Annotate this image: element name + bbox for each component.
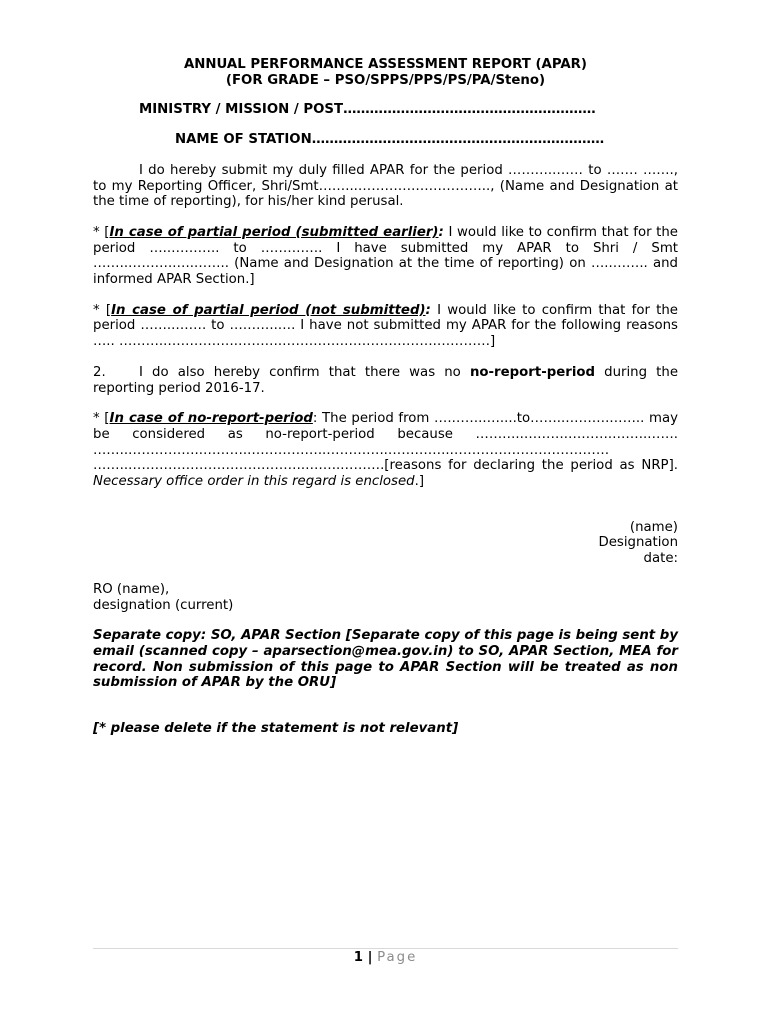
no-report-period-paragraph <box>93 411 678 490</box>
title-line-1: ANNUAL PERFORMANCE ASSESSMENT REPORT (APAR) <box>184 57 587 72</box>
office-order-note: Necessary office order in this regard is enclosed <box>93 474 415 490</box>
partial-not-submitted-heading: In case of partial period (not submitted) <box>111 302 426 318</box>
ro-name: RO (name), <box>93 581 170 597</box>
page-footer <box>93 948 678 965</box>
heading-colon: : <box>425 302 431 318</box>
signature-name: (name) <box>629 519 678 535</box>
submission-paragraph: I do hereby submit my duly filled APAR for the period ………..…… to ……. ……., to my Reporting Officer, Shri/Smt……...………….…………….., (Name and Designation at the time of reporting), for his/her kind perusal. <box>93 162 678 210</box>
page-number: 1 <box>353 950 363 965</box>
document-title <box>93 57 678 88</box>
paragraph-number: 2. <box>93 364 106 380</box>
signature-designation: Designation <box>598 535 678 551</box>
confirmation-text-before: I do also hereby confirm that there was no <box>139 364 470 380</box>
signature-date: date: <box>643 551 678 567</box>
title-line-2: (FOR GRADE – PSO/SPPS/PPS/PS/PA/Steno) <box>225 72 546 88</box>
footer-separator: | <box>362 950 378 965</box>
bracket-prefix: * [ <box>93 302 112 318</box>
document-body <box>93 57 678 737</box>
confirmation-text-after: during the reporting period 2016-17. <box>93 364 679 396</box>
station-field: NAME OF STATION………………………………………………………… <box>175 132 605 148</box>
no-report-period-term: no-report-period <box>469 364 596 380</box>
page-label: Page <box>377 950 418 965</box>
signature-block <box>93 520 678 567</box>
closing-bracket: .] <box>414 474 425 490</box>
no-report-period-text: : The period from ….……..…....to……..……….…….. may be considered as no-report-period because ………..……….……….……..……. ……..……………..………..……………..…………..…………..……………………………… ……..………………………………….……..……….[reasons for declaring the period as NRP]. <box>93 411 678 474</box>
no-report-period-heading: In case of no-report-period <box>109 411 313 427</box>
no-report-confirmation-paragraph <box>93 365 678 396</box>
ro-designation: designation (current) <box>93 597 234 613</box>
partial-submitted-paragraph <box>93 225 678 288</box>
heading-colon: : <box>438 224 444 240</box>
partial-not-submitted-paragraph <box>93 303 678 350</box>
reporting-officer-block <box>93 582 678 613</box>
separate-copy-note: Separate copy: SO, APAR Section [Separate copy of this page is being sent by email (scanned copy – aparsection@mea.gov.in) to SO, APAR Section, MEA for record. Non submission of this page to APAR Section will be treated as non submission of APAR by the ORU] <box>93 628 678 691</box>
bracket-prefix: * [ <box>93 224 110 240</box>
partial-submitted-heading: In case of partial period (submitted earlier) <box>109 224 439 240</box>
bracket-prefix: * [ <box>93 411 110 427</box>
ministry-field: MINISTRY / MISSION / POST………………………………………………… <box>139 102 596 118</box>
partial-submitted-text: I would like to confirm that for the period …..……….. to ……….…. I have submitted my APAR to Shri / Smt ……..……….…..…….. (Name and Designation at the time of reporting) on …..…….. and informed APAR Section.] <box>93 224 678 288</box>
delete-note: [* please delete if the statement is not relevant] <box>93 721 459 737</box>
partial-not-submitted-text: I would like to confirm that for the period ……..……. to ………..…. I have not submitted my APAR for the following reasons ….. ………..…………….……….………….………………….…………] <box>93 302 678 350</box>
